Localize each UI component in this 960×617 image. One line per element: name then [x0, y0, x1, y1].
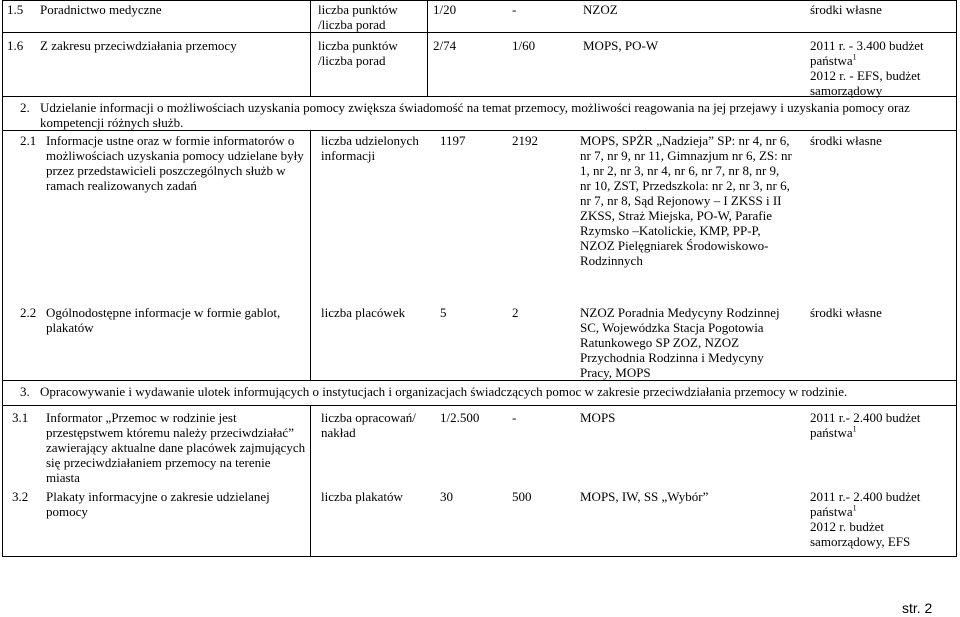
row-funding: środki własne — [810, 305, 882, 320]
table-left-border — [2, 0, 3, 557]
section-heading: Udzielanie informacji o możliwościach uzyskania pomocy zwiększa świadomość na temat przemocy, możliwości reagowania na jej przejawy i uzyskania pomocy oraz kompetencji różnych służb. — [40, 100, 910, 130]
funding-line: 2011 r. - 3.400 budżet — [810, 38, 924, 53]
row-funding: środki własne — [810, 133, 882, 148]
row-indicator: liczba plakatów — [321, 489, 403, 504]
row-number: 3.2 — [12, 489, 29, 504]
value-2011: 1/20 — [433, 2, 457, 17]
value-2011: 30 — [440, 489, 453, 504]
row-responsible: MOPS, IW, SS „Wybór” — [580, 489, 709, 504]
row-name: Plakaty informacyjne o zakresie udzielanej pomocy — [46, 489, 270, 519]
funding-line: 2011 r.- 2.400 budżet — [810, 489, 921, 504]
column-divider — [310, 405, 311, 556]
row-divider — [2, 32, 957, 33]
row-responsible: MOPS, PO-W — [583, 38, 659, 53]
row-divider — [2, 380, 957, 381]
row-number: 1.6 — [7, 38, 24, 53]
row-indicator: liczba opracowań/ nakład — [321, 410, 416, 440]
funding-line: państwa$^1$ — [810, 503, 857, 519]
row-number: 3.1 — [12, 410, 29, 425]
row-funding — [810, 410, 920, 440]
row-indicator: liczba udzielonych informacji — [321, 133, 419, 163]
value-2011: 2/74 — [433, 38, 457, 53]
column-divider — [310, 130, 311, 380]
value-2012: 500 — [512, 489, 532, 504]
funding-line: 2012 r. - EFS, budżet samorządowy — [810, 68, 921, 98]
section-number: 2. — [20, 100, 30, 115]
row-name: Informator „Przemoc w rodzinie jest przestępstwem któremu należy przeciwdziałać” zawierający aktualne dane placówek zajmujących się przeciwdziałaniem przemocy na terenie miasta — [46, 410, 306, 485]
row-responsible: MOPS, SPŻR „Nadzieja” SP: nr 4, nr 6, nr 7, nr 9, nr 11, Gimnazjum nr 6, ZS: nr 1, nr 2, nr 3, nr 4, nr 6, nr 7, nr 8, nr 9, nr 10, ZST, Przedszkola: nr 2, nr 3, nr 6, nr 7, nr 8, Sąd Rejonowy – I ZKSS i II ZKSS, Straż Miejska, PO-W, Parafie Rzymsko –Katolickie, KMP, PP-P, NZOZ Pielęgniarek Środowiskowo-Rodzinnych — [580, 133, 792, 268]
value-2011: 5 — [440, 305, 447, 320]
funding-line: państwa$^1$ — [810, 52, 857, 68]
row-indicator: liczba punktów /liczba porad — [318, 2, 398, 32]
funding-line: 2011 r.- 2.400 budżet — [810, 410, 921, 425]
column-divider — [310, 0, 311, 96]
value-2011: 1197 — [440, 133, 466, 148]
page-number: str. 2 — [902, 600, 933, 616]
row-funding — [810, 38, 950, 98]
row-number: 2.1 — [20, 133, 37, 148]
footnote-mark: 1 — [852, 52, 857, 62]
row-indicator: liczba placówek — [321, 305, 406, 320]
funding-line: państwa$^1$ — [810, 424, 857, 440]
row-name: Informacje ustne oraz w formie informatorów o możliwościach uzyskania pomocy udzielane były przez przedstawicieli poszczególnych służb w ramach realizowanych zadań — [46, 133, 304, 193]
row-number: 1.5 — [7, 2, 24, 17]
row-divider — [2, 405, 957, 406]
row-responsible: MOPS — [580, 410, 616, 425]
footnote-mark: 1 — [852, 424, 857, 434]
row-funding — [810, 489, 950, 549]
row-funding: środki własne — [810, 2, 882, 17]
row-responsible: NZOZ — [583, 2, 618, 17]
value-2012: 2192 — [512, 133, 538, 148]
value-2012: 1/60 — [512, 38, 536, 53]
table-right-border — [956, 0, 957, 557]
value-2012: - — [512, 410, 517, 425]
footnote-mark: 1 — [852, 503, 857, 513]
table-bottom-border — [2, 556, 957, 557]
table-top-border — [2, 0, 957, 1]
value-2012: - — [512, 2, 517, 17]
row-name: Poradnictwo medyczne — [40, 2, 162, 17]
row-divider — [2, 130, 957, 131]
row-indicator: liczba punktów /liczba porad — [318, 38, 398, 68]
value-2011: 1/2.500 — [440, 410, 480, 425]
value-2012: 2 — [512, 305, 519, 320]
section-heading: Opracowywanie i wydawanie ulotek informujących o instytucjach i organizacjach świadczących pomoc w zakresie przeciwdziałania przemocy w rodzinie. — [40, 384, 848, 399]
section-number: 3. — [20, 384, 30, 399]
funding-line: 2012 r. budżet samorządowy, EFS — [810, 519, 911, 549]
row-name: Z zakresu przeciwdziałania przemocy — [40, 38, 237, 53]
row-number: 2.2 — [20, 305, 37, 320]
row-responsible: NZOZ Poradnia Medycyny Rodzinnej SC, Wojewódzka Stacja Pogotowia Ratunkowego SP ZOZ, NZOZ Przychodnia Rodzinna i Medycyny Pracy, MOPS — [580, 305, 780, 380]
column-divider — [427, 0, 428, 96]
row-name: Ogólnodostępne informacje w formie gablot, plakatów — [46, 305, 281, 335]
